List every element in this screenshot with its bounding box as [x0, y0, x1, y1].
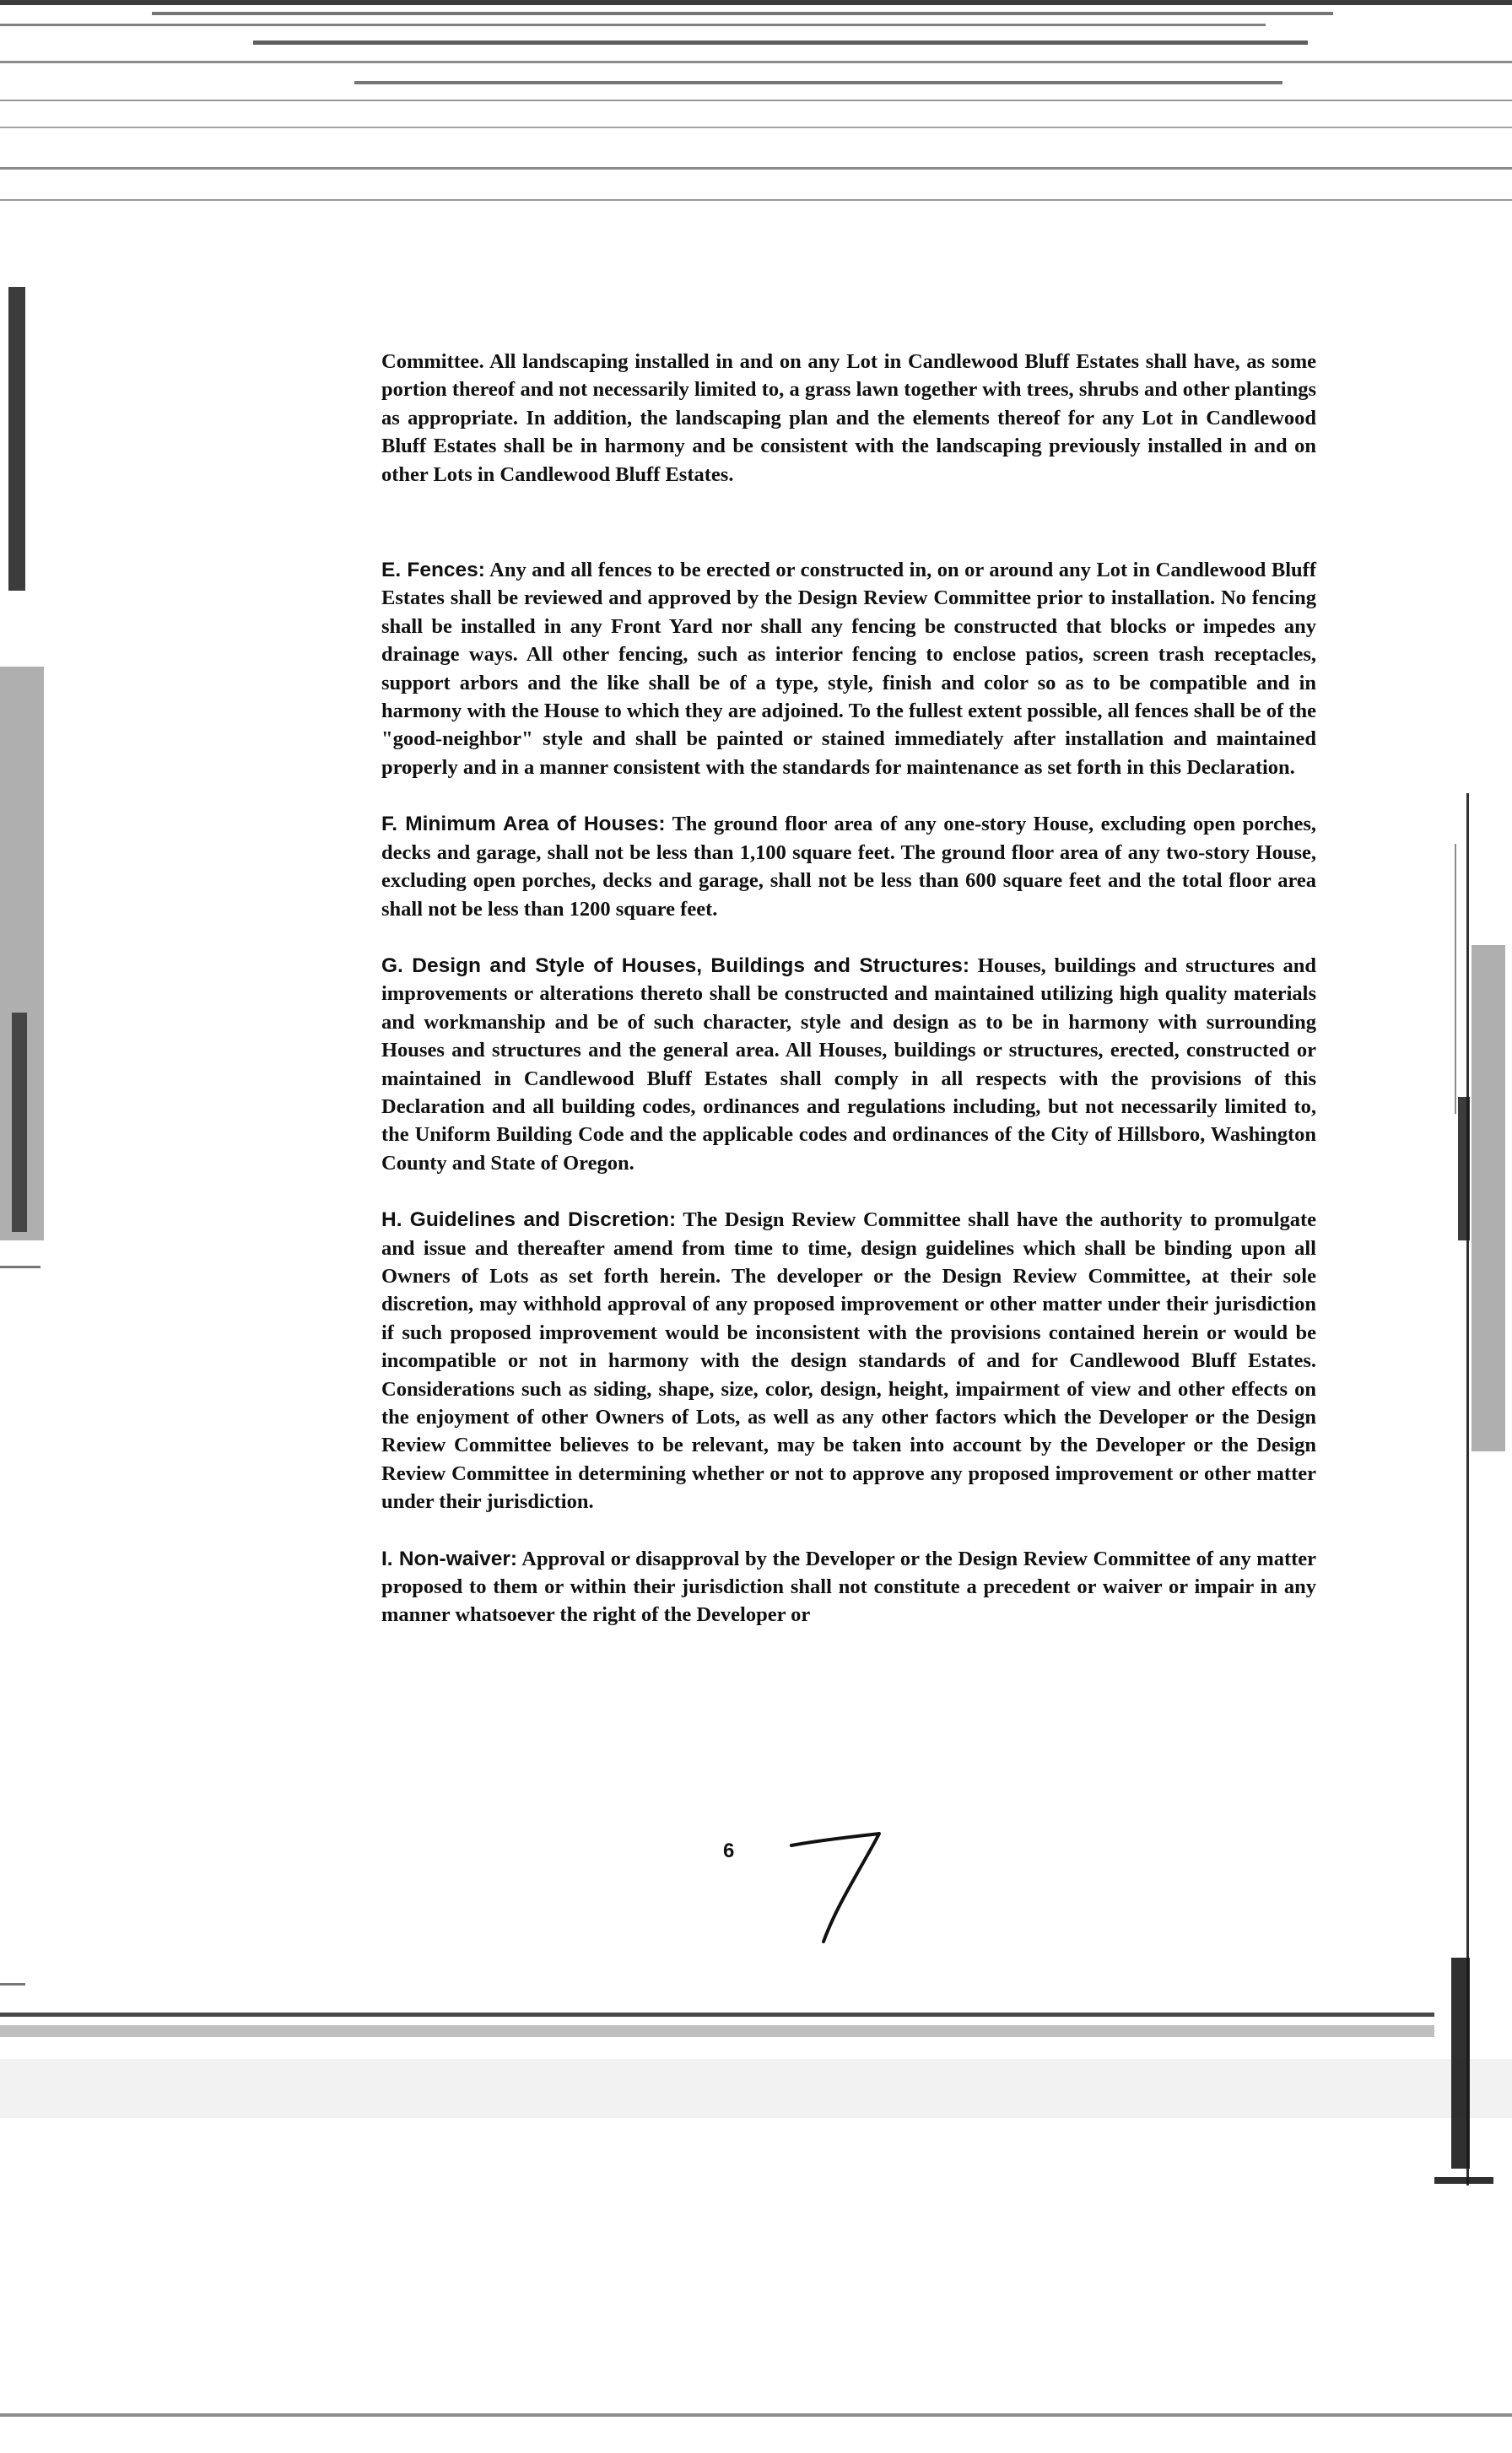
paragraph-heading: G. Design and Style of Houses, Buildings and Structures: — [381, 954, 970, 977]
paragraph-heading: F. Minimum Area of Houses: — [381, 813, 666, 836]
scan-artifact-top-band — [152, 12, 1333, 15]
scan-artifact-right-edge — [1455, 844, 1456, 1114]
paragraph-non-waiver — [381, 1545, 1316, 1629]
handwritten-page-number — [785, 1827, 886, 1945]
paragraph-heading: H. Guidelines and Discretion: — [381, 1208, 677, 1232]
scan-artifact-right-edge — [1472, 945, 1505, 1451]
scan-artifact-right-edge — [1434, 2177, 1493, 2184]
scan-artifact-bottom-band — [0, 2025, 1434, 2037]
paragraph-text: The ground floor area of any one-story House, excluding open porches, decks and garage, shall not be less than 1,100 square feet. The ground floor area of any two-story House, excluding open porches, decks and garage, shall not be less than 600 square feet and the total floor area shall not be less than 1200 square feet. — [381, 813, 1316, 921]
paragraph-heading: I. Non-waiver: — [381, 1547, 518, 1570]
paragraph-landscaping-continued — [381, 348, 1316, 489]
scan-artifact-top-band — [0, 127, 1512, 128]
scan-artifact-left-edge — [0, 1266, 40, 1268]
scan-artifact-bottom-band — [0, 2413, 1512, 2417]
scan-artifact-top-band — [0, 61, 1512, 63]
scan-artifact-bottom-band — [0, 2013, 1434, 2017]
paragraph-minimum-area — [381, 810, 1316, 923]
scan-artifact-top-band — [0, 199, 1512, 201]
scan-artifact-bottom-band — [0, 2059, 1512, 2118]
paragraph-fences — [381, 556, 1316, 781]
document-body — [381, 348, 1316, 1658]
scan-artifact-top-band — [0, 167, 1512, 170]
paragraph-text: Any and all fences to be erected or constructed in, on or around any Lot in Candlewood Bluff Estates shall be reviewed and approved by the Design Review Committee prior to installation. No fencing shall be installed in any Front Yard nor shall any fencing be constructed that blocks or impedes any drainage ways. All other fencing, such as interior fencing to enclose patios, screen trash receptacles, support arbors and the like shall be of a type, style, finish and color so as to be compatible and in harmony with the House to which they are adjoined. To the fullest extent possible, all fences shall be of the "good-neighbor" style and shall be painted or stained immediately after installation and maintained properly and in a manner consistent with the standards for maintenance as set forth in this Declaration. — [381, 559, 1316, 779]
scan-artifact-left-edge — [12, 1013, 27, 1232]
scan-artifact-left-edge — [0, 1983, 25, 1986]
paragraph-heading: E. Fences: — [381, 559, 485, 582]
paragraph-guidelines — [381, 1206, 1316, 1516]
paragraph-design-style — [381, 952, 1316, 1177]
scan-artifact-top-band — [354, 81, 1282, 84]
scan-artifact-right-edge — [1458, 1097, 1470, 1240]
scan-artifact-top-band — [0, 100, 1512, 101]
paragraph-text: Committee. All landscaping installed in and on any Lot in Candlewood Bluff Estates shall have, as some portion thereof and not necessarily limited to, a grass lawn together with trees, shrubs and other plantings as appropriate. In addition, the landscaping plan and the elements thereof for any Lot in Candlewood Bluff Estates shall be in harmony and be consistent with the landscaping previously installed in and on other Lots in Candlewood Bluff Estates. — [381, 350, 1316, 486]
scan-artifact-top-band — [0, 24, 1266, 26]
scan-artifact-top-band — [253, 41, 1308, 45]
paragraph-text: The Design Review Committee shall have the authority to promulgate and issue and thereafter amend from time to time, design guidelines which shall be binding upon all Owners of Lots as set forth herein. The developer or the Design Review Committee, at their sole discretion, may withhold approval of any proposed improvement or other matter under their jurisdiction if such proposed improvement would be inconsistent with the provisions contained herein or would be incompatible or not in harmony with the design standards of and for Candlewood Bluff Estates. Considerations such as siding, shape, size, color, design, height, impairment of view and other effects on the enjoyment of other Owners of Lots, as well as any other factors which the Developer or the Design Review Committee believes to be relevant, may be taken into account by the Developer or the Design Review Committee in determining whether or not to approve any proposed improvement or other matter under their jurisdiction. — [381, 1208, 1316, 1514]
scan-artifact-left-edge — [8, 287, 25, 591]
paragraph-text: Approval or disapproval by the Developer or the Design Review Committee of any matter proposed to them or within their jurisdiction shall not constitute a precedent or waiver or impair in any manner whatsoever the right of the Developer or — [381, 1547, 1317, 1627]
page-number: 6 — [723, 1840, 735, 1862]
paragraph-text: Houses, buildings and structures and improvements or alterations thereto shall be constructed and maintained utilizing high quality materials and workmanship and be of such character, style and design as to be in harmony with surrounding Houses and structures and the general area. All Houses, buildings or structures, erected, constructed or maintained in Candlewood Bluff Estates shall comply in all respects with the provisions of this Declaration and all building codes, ordinances and regulations including, but not necessarily limited to, the Uniform Building Code and the applicable codes and ordinances of the City of Hillsboro, Washington County and State of Oregon. — [381, 954, 1317, 1175]
scan-artifact-top-band — [0, 0, 1512, 5]
